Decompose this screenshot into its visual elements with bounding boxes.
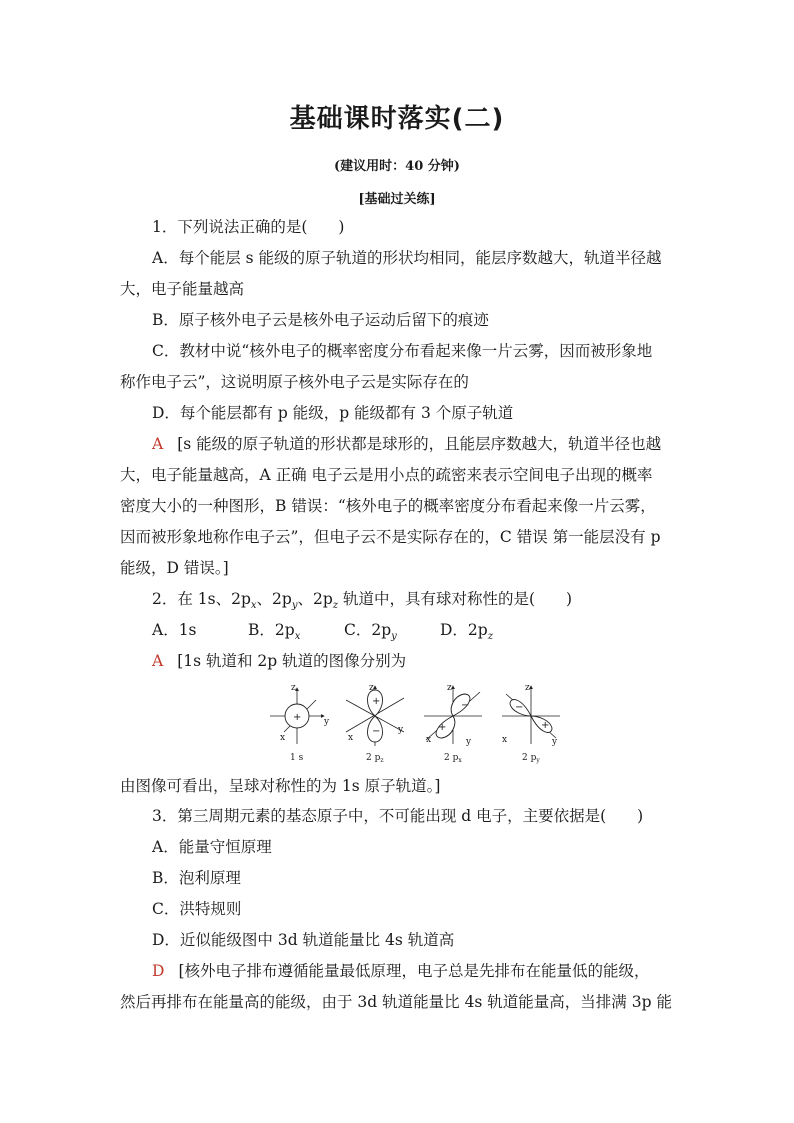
q3-stem: 3．第三周期元素的基态原子中，不可能出现 d 电子，主要依据是( ): [152, 807, 644, 825]
q2-stem-part1: 2．在 1s、2p: [152, 590, 251, 608]
svg-text:y: y: [324, 717, 330, 727]
q2-option-c: C．$2p_y$: [344, 621, 397, 643]
q2-option-a: A．1s: [152, 621, 197, 639]
q3-option-d: D．近似能级图中 3d 轨道能量比 4s 轨道高: [152, 931, 455, 949]
q2-stem-part3: 、2p: [297, 590, 333, 608]
svg-text:2 py: 2 $p_y$: [522, 753, 540, 764]
q2-stem: [152, 589, 682, 616]
q3-option-b: B．泡利原理: [152, 869, 241, 887]
svg-text:x: x: [426, 735, 432, 745]
q2-option-b: B．$2p_x$: [248, 621, 301, 643]
q3-answer: D: [152, 962, 165, 980]
q1-option-b: B．原子核外电子云是核外电子运动后留下的痕迹: [152, 311, 489, 329]
q1-explanation-line3: 密度大小的一种图形，B 错误：“核外电子的概率密度分布看起来像一片云雾，: [120, 497, 656, 515]
q1-option-c-line2: 称作电子云”，这说明原子核外电子云是实际存在的: [120, 373, 469, 391]
q1-option-a-line1: A．每个能层 s 能级的原子轨道的形状均相同，能层序数越大，轨道半径越: [152, 249, 662, 267]
svg-text:−: −: [372, 726, 381, 737]
svg-text:−: −: [515, 702, 524, 713]
q1-option-a-line2: 大，电子能量越高: [120, 280, 245, 298]
q1-explanation-line5: 能级，D 错误。]: [120, 559, 229, 577]
svg-text:2 pz: 2 $p_z$: [366, 753, 384, 764]
q2-stem-part4: 轨道中，具有球对称性的是( ): [338, 590, 573, 608]
q1-option-d: D．每个能层都有 p 能级，p 能级都有 3 个原子轨道: [152, 404, 514, 422]
q1-explanation-line2: 大，电子能量越高，A 正确 电子云是用小点的疏密来表示空间电子出现的概率: [120, 466, 653, 484]
svg-text:2 px: 2 $p_x$: [444, 753, 462, 764]
orbital-2px-figure: [424, 683, 482, 764]
q2-answer: A: [152, 652, 164, 670]
q1-stem: 1．下列说法正确的是( ): [152, 218, 345, 236]
q2-explanation-line1: [152, 651, 682, 671]
q3-option-a: A．能量守恒原理: [152, 838, 272, 856]
q2-options: [152, 620, 682, 647]
q1-exp-text1: [s 能级的原子轨道的形状都是球形的，且能层序数越大，轨道半径也越: [177, 435, 662, 453]
orbital-diagram: [262, 682, 558, 766]
svg-text:z: z: [447, 683, 452, 693]
q2-stem-part2: 、2p: [256, 590, 292, 608]
svg-text:z: z: [291, 683, 296, 693]
q2-explanation-line2: 由图像可看出，呈球对称性的为 1s 原子轨道。]: [120, 777, 441, 795]
q3-explanation-line1: [152, 961, 682, 981]
svg-text:y: y: [552, 737, 558, 747]
time-hint: (建议用时：40 分钟): [334, 159, 460, 174]
orbital-2pz-figure: [346, 683, 404, 764]
q3-explanation-line2: 然后再排布在能量高的能级，由于 3d 轨道能量比 4s 轨道能量高，当排满 3p 能: [120, 993, 672, 1011]
svg-text:z: z: [525, 683, 530, 693]
q2-option-d: D．$2p_z$: [440, 621, 493, 643]
svg-text:y: y: [398, 725, 404, 735]
q1-explanation-line4: 因而被形象地称作电子云”，但电子云不是实际存在的，C 错误 第一能层没有 p: [120, 528, 661, 546]
orbital-1s-figure: [270, 683, 330, 763]
svg-text:−: −: [461, 700, 470, 711]
q1-explanation-line1: [152, 434, 682, 454]
orbital-2py-figure: [502, 683, 560, 764]
svg-text:+: +: [372, 696, 381, 707]
q1-option-c-line1: C．教材中说“核外电子的概率密度分布看起来像一片云雾，因而被形象地: [152, 342, 653, 360]
svg-text:+: +: [293, 712, 302, 723]
svg-text:y: y: [466, 737, 472, 747]
page-title: 基础课时落实(二): [289, 104, 505, 134]
q1-answer: A: [152, 435, 164, 453]
q3-exp-text1: [核外电子排布遵循能量最低原理，电子总是先排布在能量低的能级，: [178, 962, 650, 980]
svg-text:x: x: [280, 733, 286, 743]
svg-text:z: z: [369, 683, 374, 693]
svg-text:+: +: [541, 720, 550, 731]
q2-sub-z: z: [332, 600, 339, 612]
svg-text:+: +: [438, 722, 447, 733]
svg-text:1 s: 1 s: [290, 753, 304, 763]
q2-sub-y: y: [291, 600, 298, 612]
q3-option-c: C．洪特规则: [152, 900, 242, 918]
section-heading: [基础过关练]: [358, 192, 436, 207]
q2-sub-x: x: [250, 600, 257, 612]
svg-text:x: x: [348, 733, 354, 743]
svg-text:x: x: [502, 735, 508, 745]
q2-exp-text1: [1s 轨道和 2p 轨道的图像分别为: [177, 652, 407, 670]
